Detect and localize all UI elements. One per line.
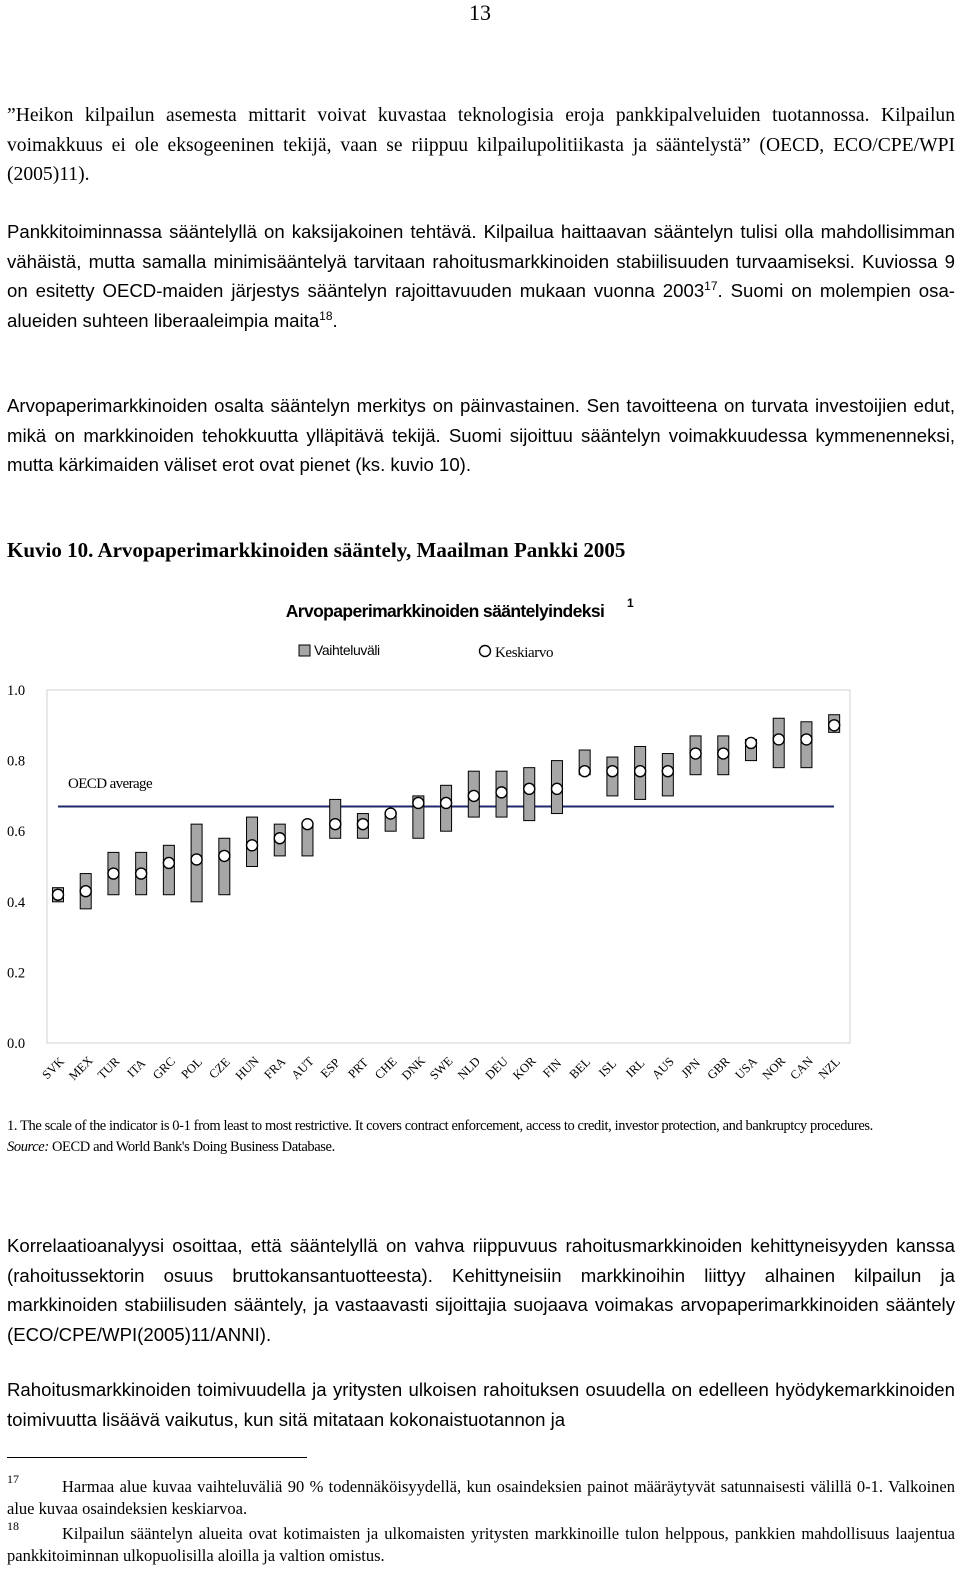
x-tick-label-swe: SWE [426,1053,456,1083]
footnote-text: Kilpailun sääntelyn alueita ovat kotimaisten ja ulkomaisten yritysten markkinoille tulon helppous, pankkien mahdollisuus laajentua pankkitoiminnan ulkopuolisilla aloilla ja valtion omistus. [7,1524,955,1565]
paragraph-banking-regulation [7,217,955,335]
mean-marker-usa [746,737,757,748]
x-tick-label-svk: SVK [39,1054,67,1082]
mean-marker-nzl [829,720,840,731]
mean-marker-isl [607,766,618,777]
range-bars [53,715,840,909]
x-tick-label-pol: POL [178,1054,206,1082]
figure-notes [7,1116,947,1158]
page-number: 13 [469,0,491,25]
x-tick-label-che: CHE [372,1054,400,1082]
source-text: OECD and World Bank's Doing Business Database. [48,1139,335,1155]
mean-marker-irl [635,766,646,777]
mean-marker-grc [163,857,174,868]
y-tick-label: 0.2 [7,965,26,982]
figure-source [7,1137,947,1158]
x-tick-label-aut: AUT [288,1054,317,1083]
mean-marker-che [385,808,396,819]
footnote-18 [7,1519,955,1567]
x-tick-label-tur: TUR [94,1054,123,1082]
x-tick-label-can: CAN [787,1053,816,1083]
legend-range-swatch [299,645,310,656]
y-tick-label: 0.4 [7,894,26,911]
x-tick-label-usa: USA [732,1054,760,1082]
source-label: Source: [7,1139,49,1155]
footnote-ref-18[interactable]: 18 [319,308,333,323]
range-bar-cze [219,838,230,894]
legend-range-label: Vaihteluväli [314,642,380,658]
mean-marker-aut [302,819,313,830]
paragraph-text: . [332,309,338,331]
chart-title: Arvopaperimarkkinoiden sääntelyindeksi [285,601,605,621]
x-tick-label-nzl: NZL [815,1054,843,1082]
x-tick-label-isl: ISL [595,1056,620,1080]
x-tick-label-ita: ITA [124,1056,149,1081]
paragraph-text: Pankkitoiminnassa sääntelyllä on kaksijakoinen tehtävä. Kilpailua haittaavan sääntelyn tulisi olla mahdollisimman vähäistä, mutta samalla minimisääntelyä tarvitaan rahoitusmarkkinoiden stabiilisuuden turvaamiseksi. Kuviossa 9 on esitetty OECD-maiden järjestys sääntelyn rajoittavuuden mukaan vuonna 2003 [7,221,955,301]
x-tick-label-aus: AUS [649,1054,677,1082]
footnote-number: 18 [7,1519,19,1533]
x-tick-label-esp: ESP [317,1055,343,1081]
mean-marker-cze [219,850,230,861]
legend-mean-marker [480,646,491,657]
mean-marker-nld [468,790,479,801]
chart-title-superscript: 1 [627,596,634,610]
mean-marker-jpn [690,748,701,759]
y-tick-label: 0.0 [7,1036,26,1052]
footnote-text: Harmaa alue kuvaa vaihteluväliä 90 % todennäköisyydellä, kun osaindeksien painot määräytyvät satunnaisesti välillä 0-1. Valkoinen alue kuvaa osaindeksien keskiarvoa. [7,1477,955,1518]
x-tick-label-irl: IRL [623,1056,648,1081]
mean-marker-ita [136,868,147,879]
x-tick-label-kor: KOR [510,1053,539,1083]
mean-marker-nor [773,734,784,745]
mean-marker-mex [80,886,91,897]
figure-caption: Kuvio 10. Arvopaperimarkkinoiden sääntely, Maailman Pankki 2005 [7,538,626,562]
footnote-ref-17[interactable]: 17 [704,278,718,293]
legend-mean-label: Keskiarvo [495,645,554,661]
mean-marker-bel [579,766,590,777]
mean-marker-tur [108,868,119,879]
x-tick-label-prt: PRT [345,1055,371,1081]
y-tick-label: 1.0 [7,683,26,699]
paragraph-correlation: Korrelaatioanalyysi osoittaa, että sääntelyllä on vahva riippuvuus rahoitusmarkkinoiden kehittyneisyyden kanssa (rahoitussektorin osuus bruttokansantuotteesta). Kehittyneisiin markkinoihin liittyy alhainen kilpailun ja markkinoiden stabiilisuden sääntely, ja vastaavasti sijoittajia suojaava voimakas arvopaperimarkkinoiden sääntely (ECO/CPE/WPI(2005)11/ANNI). [7,1235,955,1345]
securities-regulation-chart [0,585,960,1105]
footnote-17 [7,1472,955,1520]
mean-marker-deu [496,787,507,798]
x-tick-label-nor: NOR [759,1053,789,1083]
mean-marker-svk [53,889,64,900]
mean-marker-gbr [718,748,729,759]
y-tick-label: 0.8 [7,753,26,770]
x-axis-labels [39,1053,842,1083]
x-tick-label-dnk: DNK [399,1053,429,1083]
figure-note-1: 1. The scale of the indicator is 0-1 from least to most restrictive. It covers contract enforcement, access to credit, investor protection, and bankruptcy procedures. [7,1118,873,1134]
x-tick-label-jpn: JPN [678,1055,704,1081]
y-axis [7,683,26,1052]
mean-marker-prt [357,819,368,830]
paragraph-quote: ”Heikon kilpailun asemesta mittarit voivat kuvastaa teknologisia eroja pankkipalveluiden tuotannossa. Kilpailun voimakkuus ei ole eksogeeninen tekijä, vaan se riippuu kilpailupolitiikasta ja sääntelystä” (OECD, ECO/CPE/WPI (2005)11). [7,105,955,185]
mean-marker-aus [662,766,673,777]
x-tick-label-bel: BEL [566,1054,594,1082]
mean-marker-pol [191,854,202,865]
mean-marker-fin [551,783,562,794]
x-tick-label-grc: GRC [150,1054,179,1083]
footnote-separator [7,1457,307,1458]
mean-marker-kor [524,783,535,794]
paragraph-text: . Suomi on molempien osa-alueiden suhteen liberaaleimpia maita [7,280,955,331]
x-tick-label-fra: FRA [261,1054,289,1082]
mean-marker-hun [247,840,258,851]
x-tick-label-deu: DEU [482,1054,511,1083]
mean-marker-swe [441,797,452,808]
mean-marker-can [801,734,812,745]
mean-marker-fra [274,833,285,844]
x-tick-label-nld: NLD [454,1054,484,1083]
paragraph-financial-markets: Rahoitusmarkkinoiden toimivuudella ja yritysten ulkoisen rahoituksen osuudella on edelleen hyödykemarkkinoiden toimivuutta lisäävä vaikutus, kun sitä mitataan kokonaistuotannon ja [7,1379,955,1430]
mean-marker-esp [330,819,341,830]
paragraph-securities-regulation: Arvopaperimarkkinoiden osalta sääntelyn merkitys on päinvastainen. Sen tavoitteena on turvata investoijien edut, mikä on markkinoiden tehokkuutta ylläpitävä tekijä. Suomi sijoittuu sääntelyn voimakkuudessa kymmenenneksi, mutta kärkimaiden väliset erot ovat pienet (ks. kuvio 10). [7,395,955,475]
x-tick-label-cze: CZE [206,1054,233,1082]
footnote-number: 17 [7,1472,19,1486]
mean-marker-dnk [413,797,424,808]
range-bar-grc [163,845,174,894]
y-tick-label: 0.6 [7,824,26,841]
x-tick-label-mex: MEX [66,1053,96,1083]
oecd-average-label: OECD average [68,776,153,792]
x-tick-label-fin: FIN [540,1056,565,1081]
x-tick-label-hun: HUN [232,1053,262,1083]
x-tick-label-gbr: GBR [704,1054,733,1083]
